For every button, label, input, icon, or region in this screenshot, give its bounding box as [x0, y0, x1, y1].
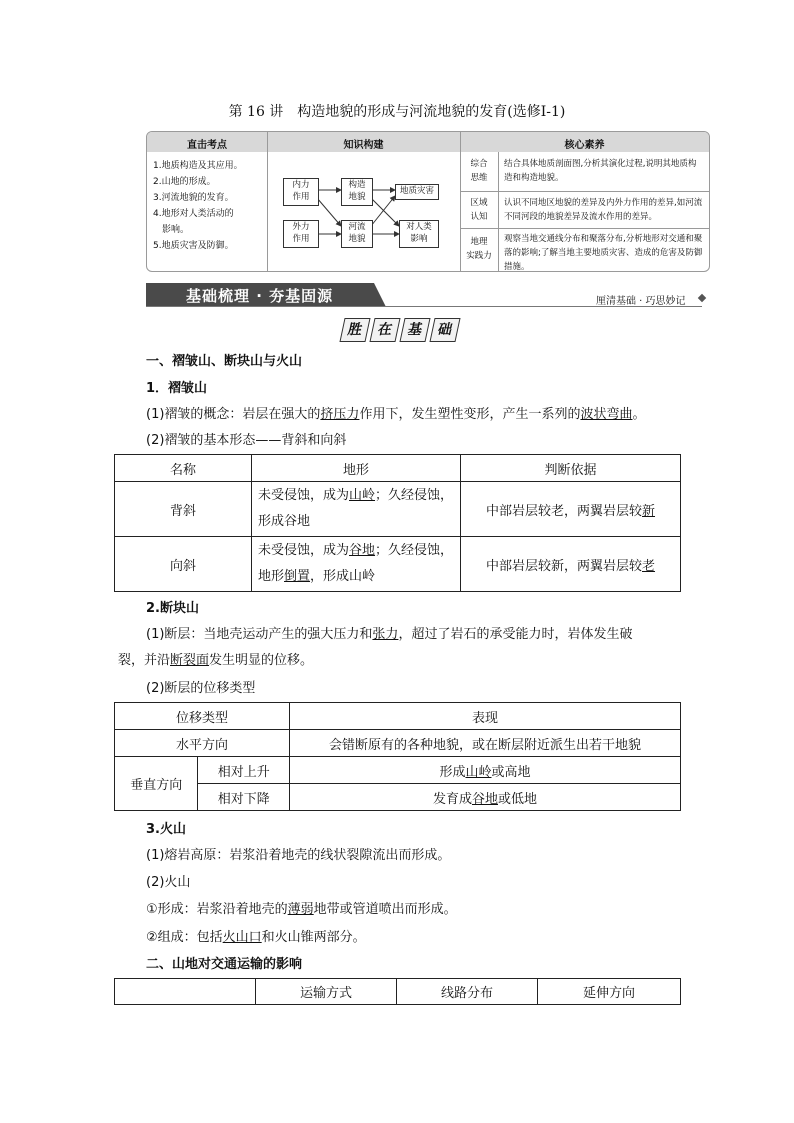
table-cell: 垂直方向: [115, 757, 198, 811]
answer-underline: 山岭: [349, 488, 376, 503]
answer-underline: 谷地: [471, 791, 498, 807]
table-header: 地形: [252, 455, 461, 482]
text-run: ①形成：岩浆沿着地壳的: [146, 902, 288, 917]
text-run: 地带或管道喷出而形成。: [313, 902, 457, 917]
text-run: ；久经侵蚀，: [375, 488, 454, 503]
list-item: 5.地质灾害及防御。: [153, 241, 234, 251]
paragraph: (2)断层的位移类型: [146, 681, 256, 696]
answer-underline: 波状弯曲: [580, 407, 633, 422]
text-run: (1)断层：当地壳运动产生的强大压力和: [146, 627, 373, 642]
table-row: [115, 482, 681, 537]
text-run: 中部岩层较老，两翼岩层较: [485, 503, 642, 519]
answer-underline: 谷地: [349, 543, 376, 558]
answer-underline: 张力: [372, 627, 399, 642]
list-item: 1.地质构造及其应用。: [153, 161, 243, 171]
list-item: 影响。: [153, 225, 190, 235]
page-title: 第 16 讲 构造地貌的形成与河流地貌的发育(选修Ⅰ-1): [228, 104, 566, 120]
text-run: 未受侵蚀，成为: [258, 543, 350, 558]
table-header: 名称: [115, 455, 252, 482]
paragraph: [118, 649, 313, 668]
table-cell: [252, 482, 461, 537]
literacy-row: [460, 191, 709, 229]
paragraph: (1)熔岩高原：岩浆沿着地壳的线状裂隙流出而形成。: [146, 848, 451, 863]
table-cell: [461, 482, 681, 537]
text-run: 或高地: [491, 764, 531, 780]
text-run: ②组成：包括: [146, 930, 223, 945]
text-run: 中部岩层较新，两翼岩层较: [485, 558, 642, 574]
text-run: 形成: [439, 764, 466, 780]
subsection-heading: 1．褶皱山: [146, 381, 208, 396]
paragraph: [146, 898, 457, 917]
header-literacy: 核心素养: [564, 140, 605, 151]
literacy-text: 观察当地交通线分布和聚落分布,分析地形对交通和聚落的影响;了解当地主要地质灾害、造成的危害及防御措施。: [504, 234, 703, 272]
text-run: ，形成山岭: [310, 569, 376, 584]
table-cell: [252, 537, 461, 592]
literacy-key: 地理 实践力: [466, 237, 492, 261]
paragraph: (2)褶皱的基本形态——背斜和向斜: [146, 433, 347, 448]
literacy-key: 区域 认知: [470, 198, 488, 222]
literacy-key: 综合 思维: [470, 159, 488, 183]
section-heading: 二、山地对交通运输的影响: [146, 957, 303, 972]
table-row: [115, 730, 681, 757]
banner-title: 基础梳理 · 夯基固源: [186, 287, 334, 305]
table-cell: 背斜: [115, 482, 252, 537]
paragraph: [146, 623, 632, 642]
subsection-heading: 3.火山: [146, 822, 186, 837]
table-cell: [290, 784, 681, 811]
answer-underline: 火山口: [222, 930, 262, 945]
table-row: [115, 757, 681, 784]
header-knowledge: 知识构建: [343, 140, 384, 151]
map-river-landform: 河流 地貌: [341, 220, 373, 248]
literacy-row: [460, 228, 709, 272]
table-cell: [461, 537, 681, 592]
section-heading: 一、褶皱山、断块山与火山: [146, 354, 303, 369]
paragraph: [146, 926, 366, 945]
list-item: 2.山地的形成。: [153, 177, 216, 187]
text-run: 。: [632, 407, 646, 422]
text-run: 发生明显的位移。: [209, 653, 314, 668]
list-item: 3.河流地貌的发育。: [153, 193, 234, 203]
paragraph: (2)火山: [146, 875, 191, 890]
answer-underline: 新: [642, 503, 656, 519]
table-row: [115, 537, 681, 592]
fold-table: [114, 454, 681, 592]
text-run: 裂，并沿: [118, 653, 171, 668]
badge-char: 在: [369, 318, 400, 342]
table-cell: 水平方向: [115, 730, 290, 757]
table-cell: 相对下降: [198, 784, 290, 811]
fault-table: [114, 702, 681, 811]
subsection-heading: 2.断块山: [146, 601, 199, 616]
overview-table: [146, 131, 710, 272]
text-run: 或低地: [498, 791, 538, 807]
table-header: 表现: [290, 703, 681, 730]
table-header: 判断依据: [461, 455, 681, 482]
map-external-force: 外力 作用: [283, 220, 319, 248]
table-cell: 向斜: [115, 537, 252, 592]
text-run: 作用下，发生塑性变形，产生一系列的: [359, 407, 581, 422]
answer-underline: 山岭: [465, 764, 492, 780]
badge-char: 础: [429, 318, 460, 342]
table-header: 运输方式: [256, 979, 397, 1005]
answer-underline: 老: [642, 558, 656, 574]
table-header: 延伸方向: [538, 979, 681, 1005]
table-header: [115, 979, 256, 1005]
text-run: 发育成: [432, 791, 472, 807]
text-run: ，超过了岩石的承受能力时，岩体发生破: [398, 627, 633, 642]
table-row: [115, 784, 681, 811]
text-run: (1)褶皱的概念：岩层在强大的: [146, 407, 321, 422]
text-run: 和火山锥两部分。: [261, 930, 366, 945]
map-geo-disaster: 地质灾害: [395, 184, 439, 200]
text-run: ；久经侵蚀，: [375, 543, 454, 558]
diamond-icon: [698, 294, 706, 302]
paragraph: [146, 403, 645, 422]
table-header: 位移类型: [115, 703, 290, 730]
badge-char: 胜: [339, 318, 370, 342]
answer-underline: 薄弱: [287, 902, 314, 917]
banner-slogan: 厘清基础 · 巧思妙记: [596, 296, 686, 307]
answer-underline: 挤压力: [320, 407, 360, 422]
table-header: 线路分布: [397, 979, 538, 1005]
map-tectonic-landform: 构造 地貌: [341, 178, 373, 206]
badge-char: 基: [399, 318, 430, 342]
text-run: 地形: [258, 569, 285, 584]
list-item: 4.地形对人类活动的: [153, 209, 234, 219]
answer-underline: 倒置: [284, 569, 311, 584]
answer-underline: 断裂面: [170, 653, 210, 668]
map-internal-force: 内力 作用: [283, 178, 319, 206]
literacy-text: 结合具体地质剖面图,分析其演化过程,说明其地质构造和构造地貌。: [504, 159, 697, 183]
transport-table: [114, 978, 681, 1005]
text-run: 未受侵蚀，成为: [258, 488, 350, 503]
literacy-row: [460, 152, 709, 191]
map-human-impact: 对人类 影响: [399, 220, 439, 248]
table-cell: 会错断原有的各种地貌，或在断层附近派生出若干地貌: [290, 730, 681, 757]
literacy-text: 认识不同地区地貌的差异及内外力作用的差异,如河流不同河段的地貌差异及流水作用的差异。: [504, 198, 703, 222]
table-cell: 相对上升: [198, 757, 290, 784]
table-cell: [290, 757, 681, 784]
text-run: 形成谷地: [258, 514, 311, 529]
header-exam-points: 直击考点: [187, 140, 227, 151]
